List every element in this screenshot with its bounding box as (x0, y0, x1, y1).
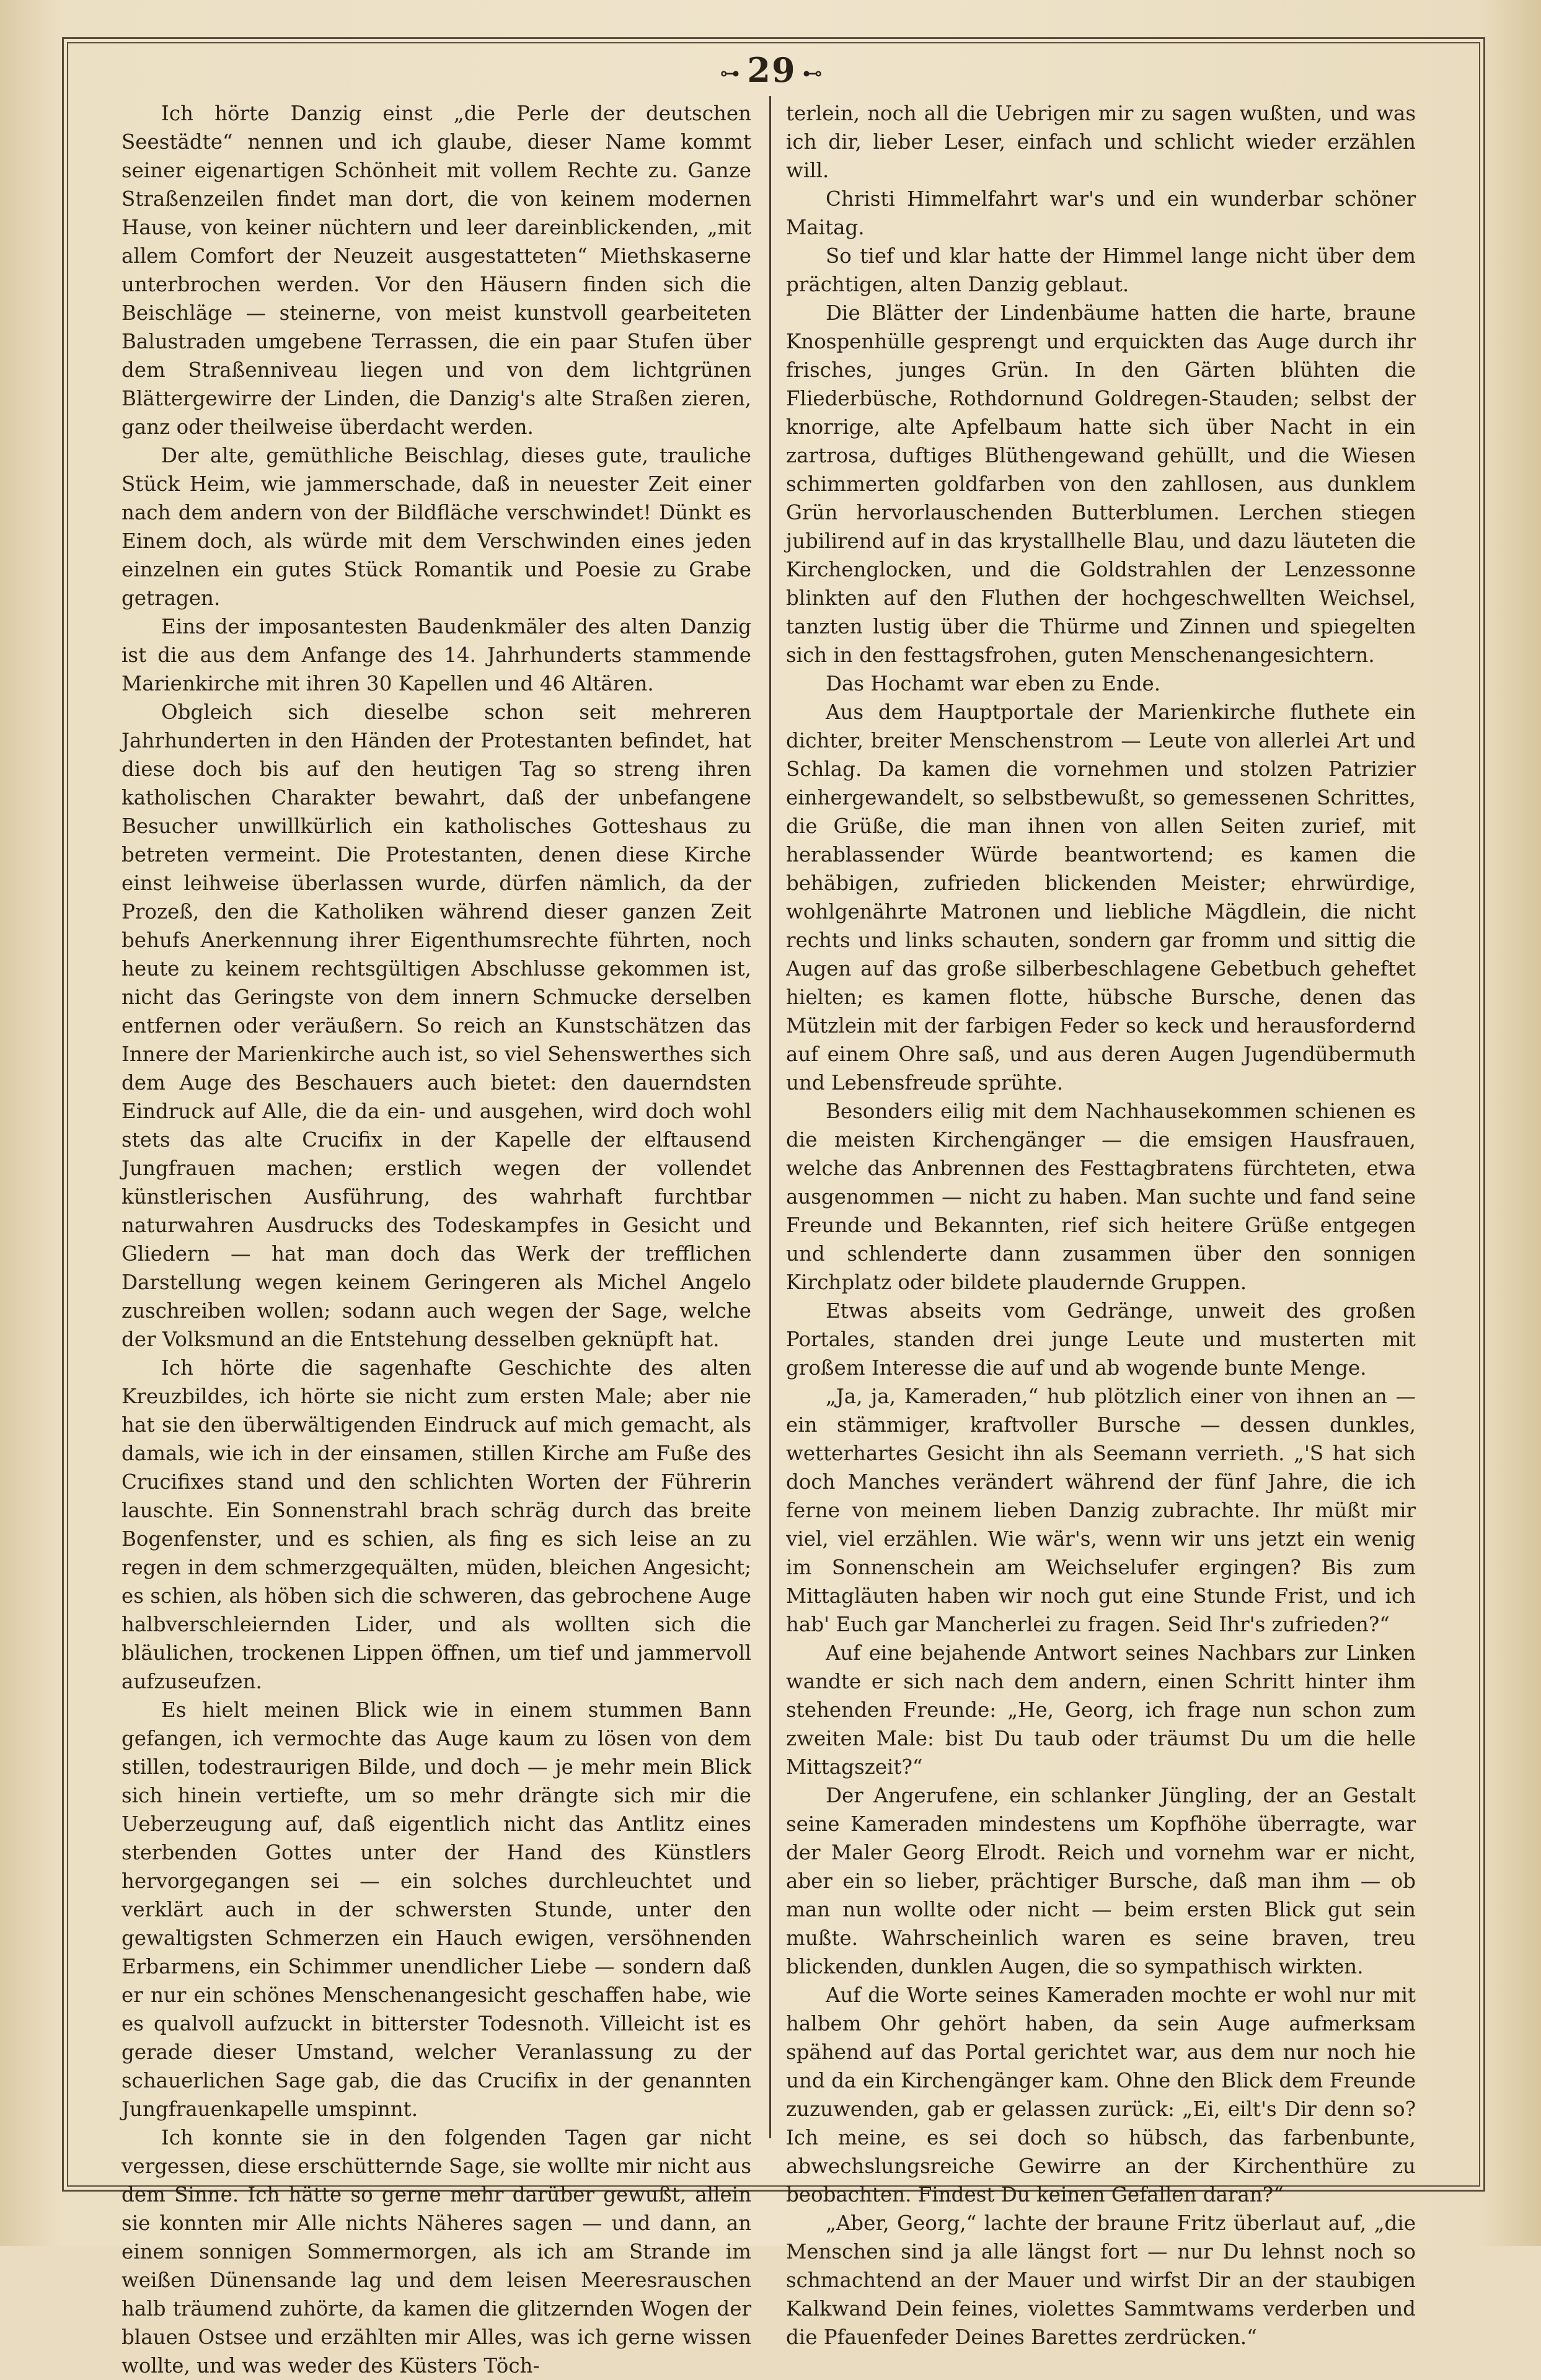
paragraph: Obgleich sich dieselbe schon seit mehreren Jahrhunderten in den Händen der Protestanten befindet, hat diese doch bis auf den heutigen Tag so streng ihren katholischen Charakter bewahrt, daß der unbefangene Besucher unwillkürlich ein katholisches Gotteshaus zu betreten vermeint. Die Protestanten, denen diese Kirche einst leihweise überlassen wurde, dürfen nämlich, da der Prozeß, den die Katholiken während dieser ganzen Zeit behufs Anerkennung ihrer Eigenthumsrechte führten, noch heute zu keinem rechtsgültigen Abschlusse gekommen ist, nicht das Geringste von dem innern Schmucke derselben entfernen oder veräußern. So reich an Kunstschätzen das Innere der Marienkirche auch ist, so viel Sehenswerthes sich dem Auge des Beschauers auch bietet: den dauerndsten Eindruck auf Alle, die da ein- und ausgehen, wird doch wohl stets das alte Crucifix in der Kapelle der elftausend Jungfrauen machen; erstlich wegen der vollendet künstlerischen Ausführung, des wahrhaft furchtbar naturwahren Ausdrucks des Todeskampfes in Gesicht und Gliedern — hat man doch das Werk der trefflichen Darstellung wegen keinem Geringeren als Michel Angelo zuschreiben wollen; sodann auch wegen der Sage, welche der Volksmund an die Entstehung desselben geknüpft hat. (121, 700, 751, 1351)
paragraph: Christi Himmelfahrt war's und ein wunderbar schöner Maitag. (786, 187, 1416, 239)
paragraph: So tief und klar hatte der Himmel lange nicht über dem prächtigen, alten Danzig geblaut. (786, 244, 1416, 296)
paragraph: Auf die Worte seines Kameraden mochte er wohl nur mit halbem Ohr gehört haben, da sein Auge aufmerksam spähend auf das Portal gerichtet war, aus dem nur noch hie und da ein Kirchengänger kam. Ohne den Blick dem Freunde zuzuwenden, gab er gelassen zurück: „Ei, eilt's Dir denn so? Ich meine, es sei doch so hübsch, das farbenbunte, abwechslungsreiche Gewirre an der Kirchenthüre zu beobachten. Findest Du keinen Gefallen daran?“ (786, 1983, 1416, 2206)
page-number: 29 (747, 50, 797, 90)
paragraph: Aus dem Hauptportale der Marienkirche fluthete ein dichter, breiter Menschenstrom — Leute von allerlei Art und Schlag. Da kamen die vornehmen und stolzen Patrizier einhergewandelt, so selbstbewußt, so gemessenen Schrittes, die Grüße, die man ihnen von allen Seiten zurief, mit herablassender Würde beantwortend; es kamen die behäbigen, zufrieden blickenden Meister; ehrwürdige, wohlgenährte Matronen und liebliche Mägdlein, die nicht rechts und links schauten, sondern gar fromm und sittig die Augen auf das große silberbeschlagene Gebetbuch geheftet hielten; es kamen flotte, hübsche Bursche, denen das Mützlein mit der farbigen Feder so keck und herausfordernd auf einem Ohre saß, und aus deren Augen Jugendübermuth und Lebensfreude sprühte. (786, 700, 1416, 1095)
left-column (121, 99, 751, 2378)
paragraph: Ich hörte die sagenhafte Geschichte des alten Kreuzbildes, ich hörte sie nicht zum ersten Male; aber nie hat sie den überwältigenden Eindruck auf mich gemacht, als damals, wie ich in der einsamen, stillen Kirche am Fuße des Crucifixes stand und den schlichten Worten der Führerin lauschte. Ein Sonnenstrahl brach schräg durch das breite Bogenfenster, und es schien, als fing es sich leise an zu regen in dem schmerzgequälten, müden, bleichen Angesicht; es schien, als höben sich die schweren, das gebrochene Auge halbverschleiernden Lider, und als wollten sich die bläulichen, trockenen Lippen öffnen, um tief und jammervoll aufzuseufzen. (121, 1356, 751, 1693)
paragraph: Ich konnte sie in den folgenden Tagen gar nicht vergessen, diese erschütternde Sage, sie wollte mir nicht aus dem Sinne. Ich hätte so gerne mehr darüber gewußt, allein sie konnten mir Alle nichts Näheres sagen — und dann, an einem sonnigen Sommermorgen, als ich am Strande im weißen Dünensande lag und dem leisen Meeresrauschen halb träumend zuhörte, da kamen die glitzernden Wogen der blauen Ostsee und erzählten mir Alles, was ich gerne wissen wollte, und was weder des Küsters Töch- (121, 2126, 751, 2378)
paragraph: Besonders eilig mit dem Nachhausekommen schienen es die meisten Kirchengänger — die emsigen Hausfrauen, welche das Anbrennen des Festtagbratens fürchteten, etwa ausgenommen — nicht zu haben. Man suchte und fand seine Freunde und Bekannten, rief sich heitere Grüße entgegen und schlenderte dann zusammen über den sonnigen Kirchplatz oder bildete plaudernde Gruppen. (786, 1100, 1416, 1294)
paragraph: „Ja, ja, Kameraden,“ hub plötzlich einer von ihnen an — ein stämmiger, kraftvoller Bursche — dessen dunkles, wetterhartes Gesicht ihn als Seemann verrieth. „'S hat sich doch Manches verändert während der fünf Jahre, die ich ferne von meinem lieben Danzig zubrachte. Ihr müßt mir viel, viel erzählen. Wie wär's, wenn wir uns jetzt ein wenig im Sonnenschein am Weichselufer ergingen? Bis zum Mittagläuten haben wir noch gut eine Stunde Frist, und ich hab' Euch gar Mancherlei zu fragen. Seid Ihr's zufrieden?“ (786, 1385, 1416, 1636)
right-ornament-icon: ⊷ (802, 61, 824, 85)
paragraph: Ich hörte Danzig einst „die Perle der deutschen Seestädte“ nennen und ich glaube, dieser Name kommt seiner eigenartigen Schönheit mit vollem Rechte zu. Ganze Straßenzeilen findet man dort, die von keinem modernen Hause, von keiner nüchtern und leer dareinblickenden, „mit allem Comfort der Neuzeit ausgestatteten“ Miethskaserne unterbrochen werden. Vor den Häusern finden sich die Beischläge — steinerne, von meist kunstvoll gearbeiteten Balustraden umgebene Terrassen, die ein paar Stufen über dem Straßenniveau liegen und von dem lichtgrünen Blättergewirre der Linden, die Danzig's alte Straßen zieren, ganz oder theilweise überdacht werden. (121, 102, 751, 439)
paragraph: Der Angerufene, ein schlanker Jüngling, der an Gestalt seine Kameraden mindestens um Kopfhöhe überragte, war der Maler Georg Elrodt. Reich und vornehm war er nicht, aber ein so lieber, prächtiger Bursche, daß man ihm — ob man nun wollte oder nicht — beim ersten Blick gut sein mußte. Wahrscheinlich waren es seine braven, treu blickenden, dunklen Augen, die so sympathisch wirkten. (786, 1784, 1416, 1978)
paragraph: Das Hochamt war eben zu Ende. (826, 672, 1161, 695)
right-column (786, 99, 1416, 2349)
paragraph: Es hielt meinen Blick wie in einem stummen Bann gefangen, ich vermochte das Auge kaum zu lösen von dem stillen, todestraurigen Bilde, und doch — je mehr mein Blick sich hinein vertiefte, um so mehr drängte sich mir die Ueberzeugung auf, daß eigentlich nicht das Antlitz eines sterbenden Gottes unter der Hand des Künstlers hervorgegangen sei — ein solches durchleuchtet und verklärt auch in der schwersten Stunde, unter den gewaltigsten Schmerzen ein Hauch ewigen, versöhnenden Erbarmens, ein Schimmer unendlicher Liebe — sondern daß er nur ein schönes Menschenangesicht geschaffen habe, wie es qualvoll aufzuckt in bitterster Todesnoth. Villeicht ist es gerade dieser Umstand, welcher Veranlassung zu der schauerlichen Sage gab, die das Crucifix in der genannten Jungfrauenkapelle umspinnt. (121, 1698, 751, 2121)
page-number-header (682, 48, 862, 95)
paragraph: Etwas abseits vom Gedränge, unweit des großen Portales, standen drei junge Leute und musterten mit großem Interesse die auf und ab wogende bunte Menge. (786, 1299, 1416, 1380)
paragraph: Der alte, gemüthliche Beischlag, dieses gute, trauliche Stück Heim, wie jammerschade, daß in neuester Zeit einer nach dem andern von der Bildfläche verschwindet! Dünkt es Einem doch, als würde mit dem Verschwinden eines jeden einzelnen ein gutes Stück Romantik und Poesie zu Grabe getragen. (121, 444, 751, 610)
left-ornament-icon: ⊶ (720, 61, 741, 85)
paragraph: Die Blätter der Lindenbäume hatten die harte, braune Knospenhülle gesprengt und erquickten das Auge durch ihr frisches, junges Grün. In den Gärten blühten die Fliederbüsche, Rothdornund Goldregen-Stauden; selbst der knorrige, alte Apfelbaum hatte sich über Nacht in ein zartrosa, duftiges Blüthengewand gehüllt, und die Wiesen schimmerten goldfarben von den zahllosen, aus dunklem Grün hervorlauschenden Butterblumen. Lerchen stiegen jubilirend auf in das krystallhelle Blau, und dazu läuteten die Kirchenglocken, und die Goldstrahlen der Lenzessonne blinkten auf den Fluthen der hochgeschwellten Weichsel, tanzten lustig über die Thürme und Zinnen und spiegelten sich in den festtagsfrohen, guten Menschenangesichtern. (786, 301, 1416, 667)
paragraph: Eins der imposantesten Baudenkmäler des alten Danzig ist die aus dem Anfange des 14. Jahrhunderts stammende Marienkirche mit ihren 30 Kapellen und 46 Altären. (121, 615, 751, 695)
paragraph: terlein, noch all die Uebrigen mir zu sagen wußten, und was ich dir, lieber Leser, einfach und schlicht wieder erzählen will. (786, 102, 1416, 182)
paragraph: „Aber, Georg,“ lachte der braune Fritz überlaut auf, „die Menschen sind ja alle längst fort — nur Du lehnst noch so schmachtend an der Mauer und wirfst Dir an der staubigen Kalkwand Dein feines, violettes Sammtwams verderben und die Pfauenfeder Deines Barettes zerdrücken.“ (786, 2211, 1416, 2349)
column-divider (769, 96, 771, 2138)
paragraph: Auf eine bejahende Antwort seines Nachbars zur Linken wandte er sich nach dem andern, einen Schritt hinter ihm stehenden Freunde: „He, Georg, ich frage nun schon zum zweiten Male: bist Du taub oder träumst Du um die helle Mittagszeit?“ (786, 1641, 1416, 1779)
